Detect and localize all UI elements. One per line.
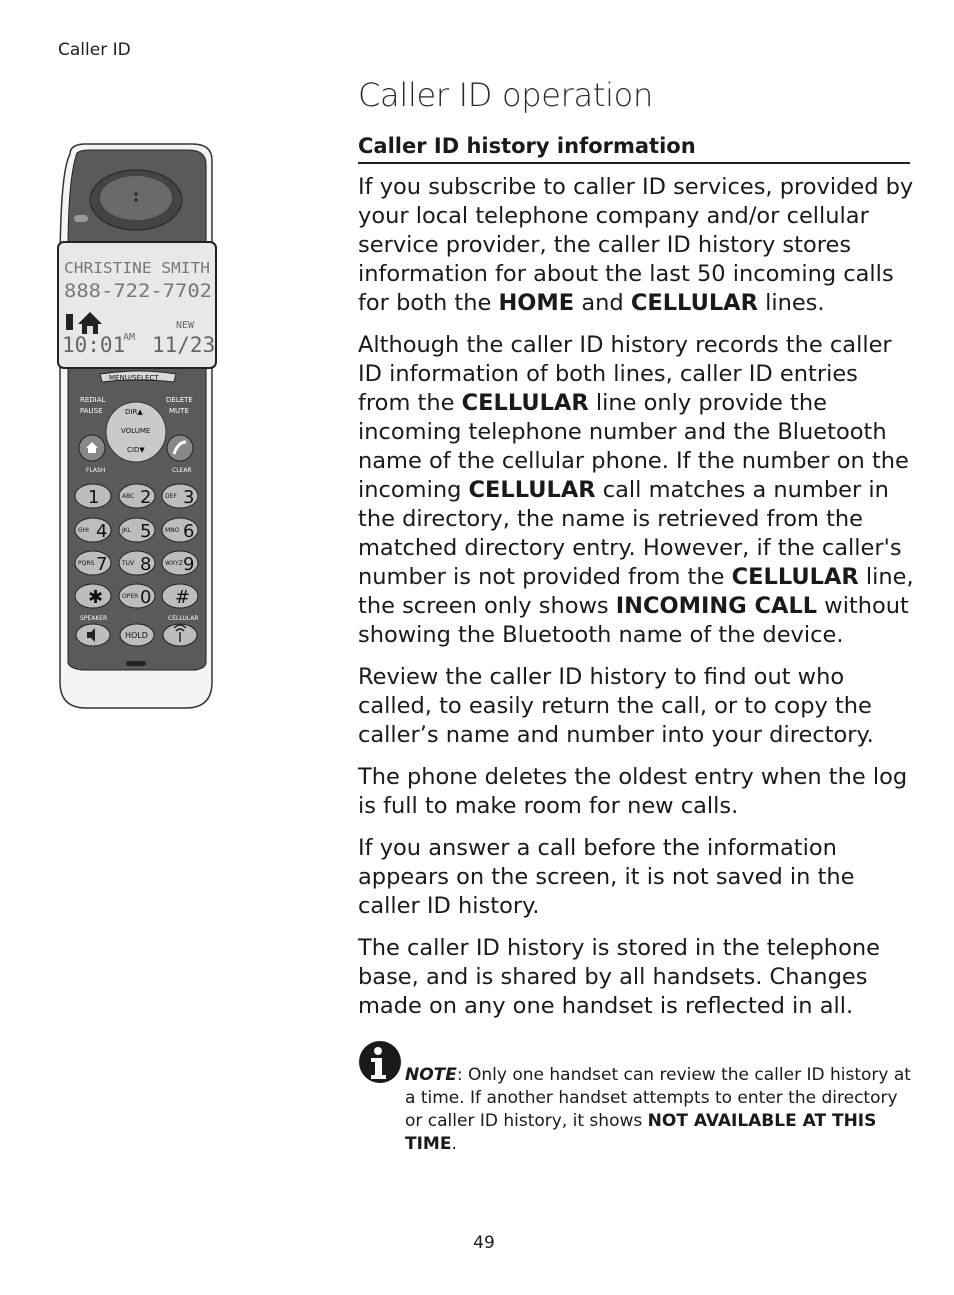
- p2-text-a: Although the caller ID history records the caller ID information of both lines, caller ID entries from the: [358, 332, 892, 416]
- key-number: 7: [96, 554, 108, 575]
- note-label: NOTE: [405, 1065, 457, 1085]
- volume-label: VOLUME: [121, 427, 151, 435]
- screen-new: NEW: [176, 320, 195, 331]
- screen-name: CHRISTINE SMITH: [64, 259, 210, 277]
- off-key[interactable]: [167, 435, 193, 461]
- key-number: 3: [183, 487, 195, 508]
- dir-label: DIR▲: [125, 408, 143, 416]
- p2-text-f: without showing the Bluetooth name of the device.: [358, 593, 909, 648]
- battery-icon: [66, 314, 73, 330]
- key-letters: GHI: [78, 527, 89, 534]
- key-letters: PQRS: [78, 560, 95, 567]
- paragraph-3: Review the caller ID history to find out who called, to easily return the call, or to copy the caller’s name and number into your directory.: [358, 664, 874, 748]
- hold-label: HOLD: [125, 631, 148, 640]
- speaker-label: SPEAKER: [80, 615, 108, 622]
- paragraph-5: If you answer a call before the information appears on the screen, it is not saved in the caller ID history.: [358, 835, 855, 919]
- p1-text-c: and: [574, 290, 631, 316]
- p2-bold-3: CELLULAR: [731, 564, 859, 590]
- key-letters: MNO: [165, 527, 180, 534]
- keypad-key[interactable]: [75, 551, 111, 575]
- page-number: 49: [473, 1233, 495, 1253]
- redial-label: REDIAL: [80, 396, 106, 404]
- cellular-label: CELLULAR: [168, 615, 199, 622]
- clear-label: CLEAR: [172, 467, 192, 474]
- menu-select-label: MENU/SELECT: [109, 374, 159, 382]
- p2-bold-2: CELLULAR: [468, 477, 596, 503]
- keypad-key[interactable]: [119, 484, 155, 508]
- key-number: 9: [183, 554, 195, 575]
- flash-label: FLASH: [86, 467, 106, 474]
- paragraph-4: The phone deletes the oldest entry when the log is full to make room for new calls.: [358, 764, 908, 819]
- mute-label: MUTE: [169, 407, 189, 415]
- key-number: 5: [140, 521, 152, 542]
- key-number: 6: [183, 521, 195, 542]
- key-number: 1: [88, 487, 100, 508]
- p2-text-c: line only provide the incoming telephone number and the Bluetooth name of the cellular phone. If the number on the incoming: [358, 390, 909, 503]
- keypad-key[interactable]: [162, 518, 198, 542]
- subhead: Caller ID history information: [358, 134, 910, 164]
- keypad-key[interactable]: [162, 584, 198, 608]
- keypad-key[interactable]: [119, 584, 155, 608]
- key-number: 2: [140, 487, 152, 508]
- key-number: 8: [140, 554, 152, 575]
- keypad-key[interactable]: [119, 518, 155, 542]
- microphone-slot: [126, 661, 146, 666]
- pause-label: PAUSE: [80, 407, 103, 415]
- p2-text-d: call matches a number in the directory, the name is retrieved from the matched directory entry. However, if the caller's number is not provided from the: [358, 477, 902, 590]
- p2-text-e: line, the screen only shows: [358, 564, 914, 619]
- key-letters: JKL: [122, 527, 132, 534]
- p2-bold-4: INCOMING CALL: [615, 593, 818, 619]
- key-letters: TUV: [122, 560, 135, 567]
- key-letters: ABC: [122, 493, 135, 500]
- screen-date: 11/23: [152, 333, 216, 357]
- key-letters: DEF: [165, 493, 177, 500]
- keypad-key[interactable]: [75, 584, 111, 608]
- paragraph-2: [358, 331, 914, 650]
- keypad-key[interactable]: [162, 484, 198, 508]
- cid-label: CID▼: [127, 446, 145, 454]
- p1-bold-cellular: CELLULAR: [630, 290, 758, 316]
- p1-text-d: lines.: [757, 290, 825, 316]
- key-number: 0: [140, 587, 152, 608]
- p1-bold-home: HOME: [498, 290, 575, 316]
- info-icon: [358, 1040, 402, 1084]
- key-number: 4: [96, 521, 108, 542]
- paragraph-1: [358, 173, 914, 318]
- paragraph-6: The caller ID history is stored in the telephone base, and is shared by all handsets. Changes made on any one handset is reflected in all.: [358, 935, 880, 1019]
- p2-bold-1: CELLULAR: [461, 390, 589, 416]
- key-number: ✱: [88, 587, 104, 608]
- section-label: Caller ID: [58, 40, 131, 60]
- screen-ampm: AM: [123, 332, 136, 343]
- keypad-key[interactable]: [75, 518, 111, 542]
- note-text: [405, 1040, 914, 1156]
- screen-time: 10:01: [62, 333, 126, 357]
- key-letters: OPER: [122, 593, 139, 600]
- delete-label: DELETE: [166, 396, 193, 404]
- body-text: [358, 173, 914, 1034]
- keypad-key[interactable]: [75, 484, 111, 508]
- note-end: .: [451, 1134, 457, 1154]
- keypad-key[interactable]: [162, 551, 198, 575]
- key-letters: WXYZ: [165, 560, 183, 567]
- keypad-key[interactable]: [119, 551, 155, 575]
- screen-number: 888-722-7702: [64, 280, 212, 302]
- key-number: #: [175, 587, 191, 608]
- note-bold: NOT AVAILABLE AT THIS TIME: [405, 1111, 877, 1154]
- p1-text-a: If you subscribe to caller ID services, provided by your local telephone company and/or cellular service provider, the caller ID history stores information for about the last 50 incoming calls for both the: [358, 174, 914, 316]
- note-body: : Only one handset can review the caller ID history at a time. If another handset attempts to enter the directory or caller ID history, it shows: [405, 1065, 911, 1131]
- page-title: Caller ID operation: [358, 76, 653, 114]
- note-box: [358, 1040, 914, 1156]
- handset-illustration: [56, 142, 220, 712]
